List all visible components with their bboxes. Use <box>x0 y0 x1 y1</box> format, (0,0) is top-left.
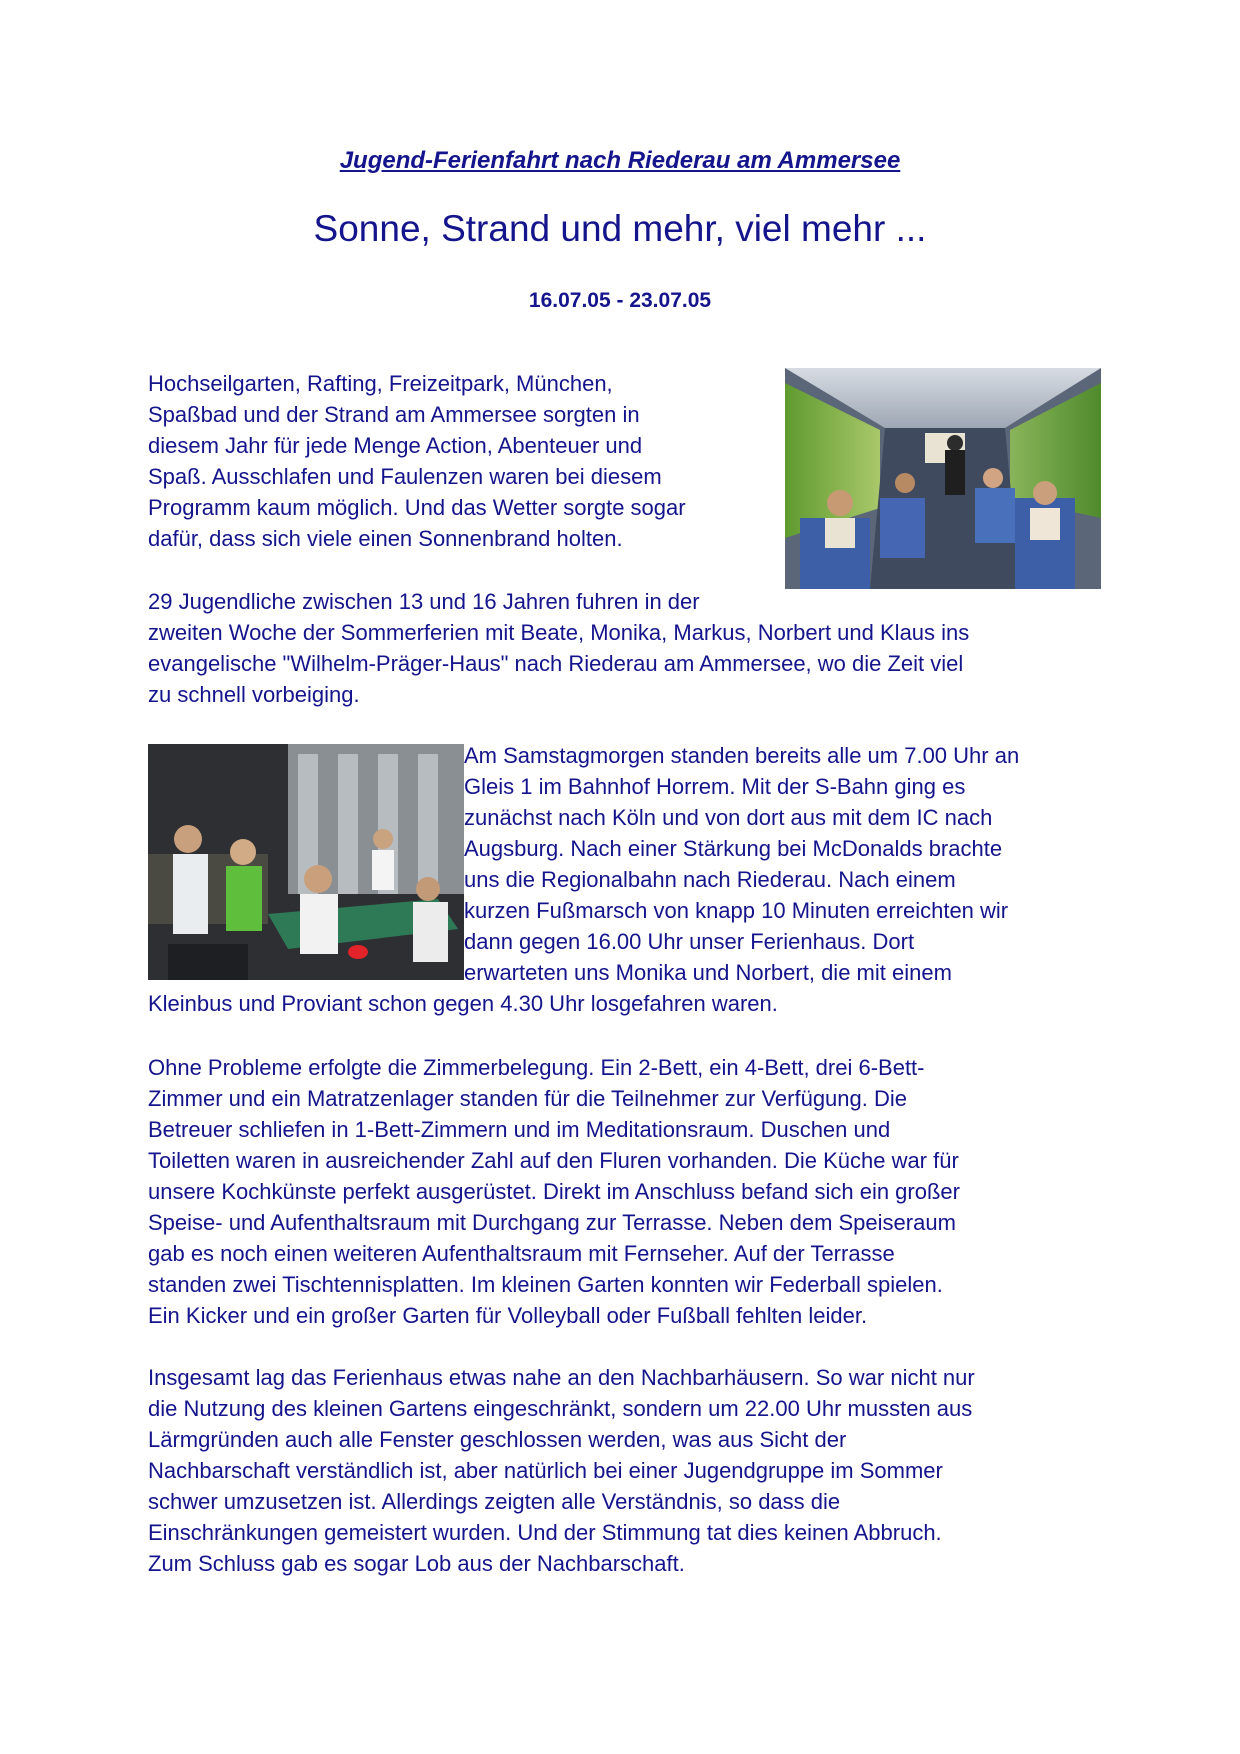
paragraph-participants <box>148 586 1098 710</box>
text-line: Betreuer schliefen in 1-Bett-Zimmern und im Meditationsraum. Duschen und <box>148 1117 891 1142</box>
text-line: Augsburg. Nach einer Stärkung bei McDonalds brachte <box>464 836 1003 861</box>
table-tennis-photo <box>148 744 464 980</box>
text-line: diesem Jahr für jede Menge Action, Abenteuer und <box>148 433 643 458</box>
text-line: die Nutzung des kleinen Gartens eingeschränkt, sondern um 22.00 Uhr mussten aus <box>148 1396 973 1421</box>
text-line: Nachbarschaft verständlich ist, aber natürlich bei einer Jugendgruppe im Sommer <box>148 1458 943 1483</box>
text-line: 29 Jugendliche zwischen 13 und 16 Jahren fuhren in der <box>148 589 700 614</box>
text-line: Zum Schluss gab es sogar Lob aus der Nachbarschaft. <box>148 1551 685 1576</box>
text-line: Ein Kicker und ein großer Garten für Volleyball oder Fußball fehlten leider. <box>148 1303 868 1328</box>
train-interior-photo <box>785 368 1101 589</box>
text-line: gab es noch einen weiteren Aufenthaltsraum mit Fernseher. Auf der Terrasse <box>148 1241 895 1266</box>
text-line: Am Samstagmorgen standen bereits alle um 7.00 Uhr an <box>464 743 1020 768</box>
text-line: Zimmer und ein Matratzenlager standen für die Teilnehmer zur Verfügung. Die <box>148 1086 907 1111</box>
headline: Sonne, Strand und mehr, viel mehr ... <box>313 208 927 249</box>
text-line: Spaß. Ausschlafen und Faulenzen waren bei diesem <box>148 464 662 489</box>
trip-dates: 16.07.05 - 23.07.05 <box>528 289 712 312</box>
text-line: Gleis 1 im Bahnhof Horrem. Mit der S-Bahn ging es <box>464 774 966 799</box>
text-line: erwarteten uns Monika und Norbert, die mit einem <box>464 960 952 985</box>
text-line: Speise- und Aufenthaltsraum mit Durchgang zur Terrasse. Neben dem Speiseraum <box>148 1210 956 1235</box>
paragraph-arrival-continued <box>148 988 1098 1019</box>
paragraph-neighbors <box>148 1362 1098 1579</box>
text-line: Ohne Probleme erfolgte die Zimmerbelegung. Ein 2-Bett, ein 4-Bett, drei 6-Bett- <box>148 1055 925 1080</box>
text-line: schwer umzusetzen ist. Allerdings zeigten alle Verständnis, so dass die <box>148 1489 841 1514</box>
text-line: dann gegen 16.00 Uhr unser Ferienhaus. Dort <box>464 929 915 954</box>
text-line: Einschränkungen gemeistert wurden. Und der Stimmung tat dies keinen Abbruch. <box>148 1520 942 1545</box>
text-line: kurzen Fußmarsch von knapp 10 Minuten erreichten wir <box>464 898 1009 923</box>
text-line: uns die Regionalbahn nach Riederau. Nach einem <box>464 867 956 892</box>
text-line: Spaßbad und der Strand am Ammersee sorgten in <box>148 402 640 427</box>
text-line: zweiten Woche der Sommerferien mit Beate, Monika, Markus, Norbert und Klaus ins <box>148 620 970 645</box>
text-line: Programm kaum möglich. Und das Wetter sorgte sogar <box>148 495 686 520</box>
paragraph-rooms <box>148 1052 1098 1331</box>
text-line: Insgesamt lag das Ferienhaus etwas nahe an den Nachbarhäusern. So war nicht nur <box>148 1365 975 1390</box>
text-line: Toiletten waren in ausreichender Zahl auf den Fluren vorhanden. Die Küche war für <box>148 1148 959 1173</box>
text-line: unsere Kochkünste perfekt ausgerüstet. Direkt im Anschluss befand sich ein großer <box>148 1179 960 1204</box>
text-line: standen zwei Tischtennisplatten. Im kleinen Garten konnten wir Federball spielen. <box>148 1272 943 1297</box>
text-line: zunächst nach Köln und von dort aus mit dem IC nach <box>464 805 993 830</box>
text-line: zu schnell vorbeiging. <box>148 682 360 707</box>
text-line: dafür, dass sich viele einen Sonnenbrand holten. <box>148 526 623 551</box>
text-line: Hochseilgarten, Rafting, Freizeitpark, München, <box>148 371 613 396</box>
text-line: Kleinbus und Proviant schon gegen 4.30 Uhr losgefahren waren. <box>148 991 778 1016</box>
paragraph-arrival <box>464 740 1104 988</box>
trip-kicker-title: Jugend-Ferienfahrt nach Riederau am Ammersee <box>339 147 901 174</box>
text-line: Lärmgründen auch alle Fenster geschlossen werden, was aus Sicht der <box>148 1427 847 1452</box>
text-line: evangelische "Wilhelm-Präger-Haus" nach Riederau am Ammersee, wo die Zeit viel <box>148 651 964 676</box>
